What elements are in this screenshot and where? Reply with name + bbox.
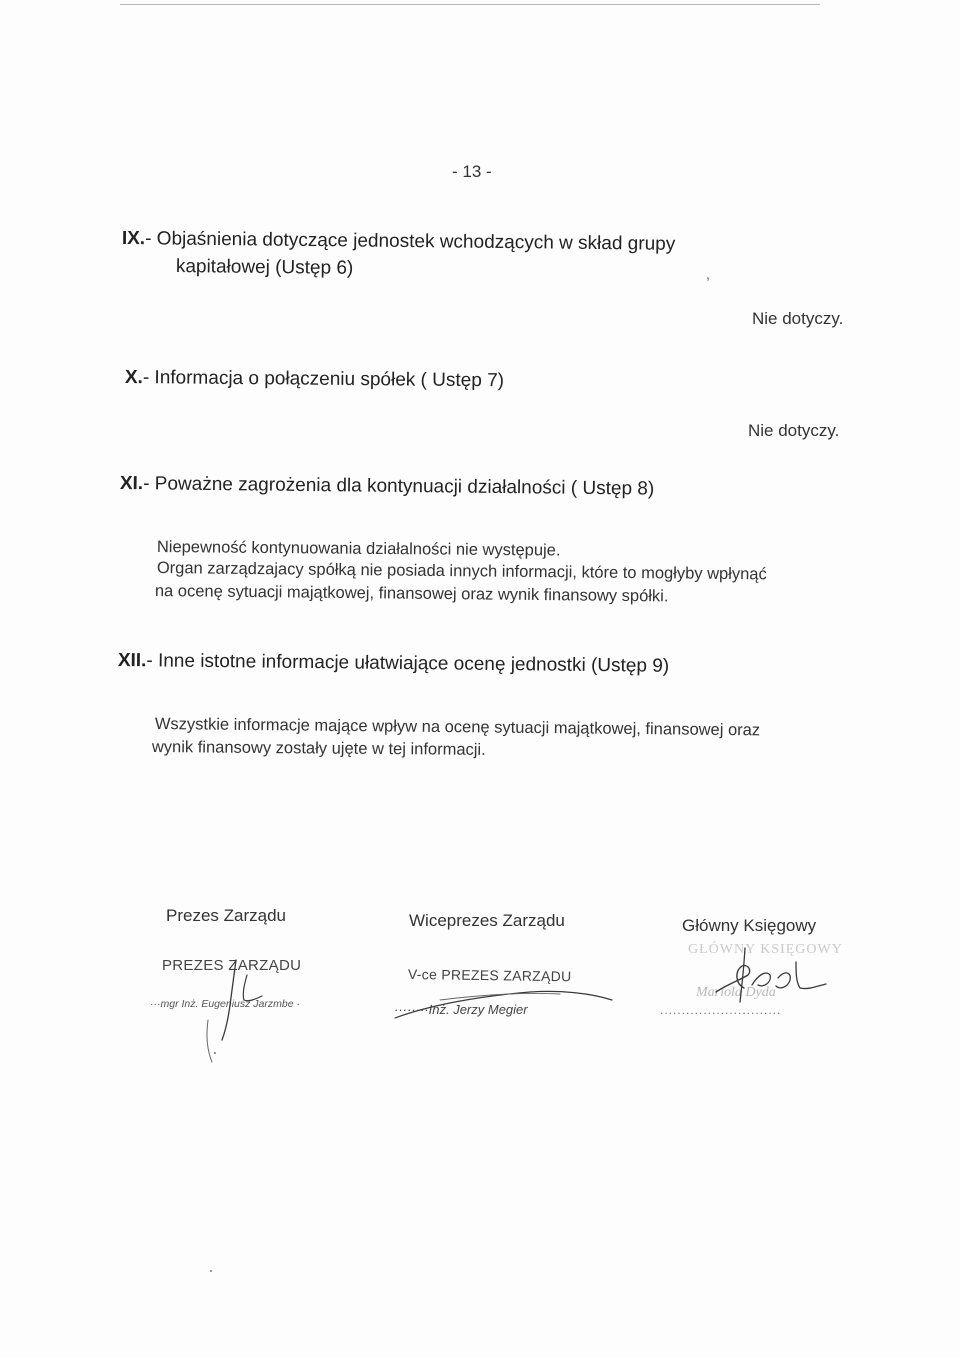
stamp-chief-accountant: GŁÓWNY KSIĘGOWY	[688, 942, 843, 957]
signature-dotted-line: ............................	[660, 1003, 782, 1017]
scan-speck	[210, 1270, 212, 1272]
signature-title-chief-accountant: Główny Księgowy	[682, 916, 817, 935]
signature-stroke-vice-president	[440, 993, 560, 1000]
section-xii-heading	[118, 650, 669, 678]
section-ix-number: IX.	[121, 228, 146, 250]
page-number: - 13 -	[452, 162, 492, 181]
section-xii-number: XII.	[117, 650, 147, 672]
section-xi-paragraph-line: Niepewność kontynuowania działalności nie występuje.	[156, 538, 561, 560]
stray-mark: ,	[706, 266, 710, 282]
section-xi-heading	[120, 473, 655, 501]
stamp-vice-president: V-ce PREZES ZARZĄDU	[407, 966, 572, 985]
section-x-number: X.	[124, 367, 143, 389]
section-x-status: Nie dotyczy.	[748, 421, 840, 440]
section-xi-paragraph-line: Organ zarządzajacy spółką nie posiada innych informacji, które to mogłyby wpłynąć	[156, 559, 767, 584]
section-xi-number: XI.	[119, 473, 144, 495]
section-x-title: - Informacja o połączeniu spółek ( Ustęp 7)	[142, 367, 505, 392]
signature-stroke-chief-accountant	[752, 973, 770, 986]
section-ix-title-line1: - Objaśnienia dotyczące jednostek wchodzących w skład grupy	[145, 228, 676, 255]
signer-name-vice-president: ········Inż. Jerzy Megier	[394, 1002, 528, 1017]
section-xi-paragraph-line: na ocenę sytuacji majątkowej, finansowej oraz wynik finansowy spółki.	[154, 582, 669, 606]
signer-name-president: ···mgr Inż. Eugeniusz Jarzmbe ·	[150, 998, 300, 1010]
signer-name-chief-accountant: Mariola Dyda	[696, 985, 776, 1000]
section-ix-title-line2: kapitałowej (Ustęp 6)	[175, 256, 354, 279]
section-x-heading	[125, 367, 504, 392]
stamp-president: PREZES ZARZĄDU	[162, 957, 302, 974]
signature-title-vice-president: Wiceprezes Zarządu	[409, 911, 565, 930]
signature-stroke-chief-accountant	[796, 962, 826, 989]
scan-edge-line	[120, 4, 820, 5]
section-xi-title: - Poważne zagrożenia dla kontynuacji działalności ( Ustęp 8)	[143, 473, 655, 500]
section-ix-status: Nie dotyczy.	[752, 309, 844, 328]
signature-stroke-president	[207, 1020, 212, 1062]
signature-stroke-president	[243, 975, 262, 1001]
scan-speck	[214, 1052, 216, 1054]
section-xii-title: - Inne istotne informacje ułatwiające ocenę jednostki (Ustęp 9)	[146, 650, 670, 677]
signature-stroke-chief-accountant	[776, 973, 790, 988]
section-xii-paragraph-line: Wszystkie informacje mające wpływ na ocenę sytuacji majątkowej, finansowej oraz	[154, 715, 761, 740]
section-ix-heading	[122, 228, 676, 256]
signature-title-president: Prezes Zarządu	[166, 906, 286, 925]
section-xii-paragraph-line: wynik finansowy zostały ujęte w tej informacji.	[151, 738, 486, 759]
